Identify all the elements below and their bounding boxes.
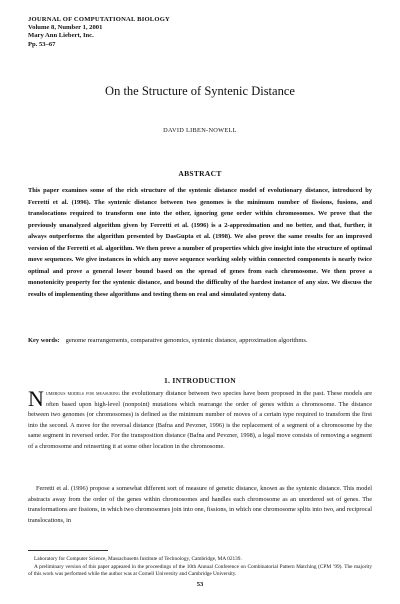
keywords bbox=[28, 336, 372, 347]
intro-paragraph-2: Ferretti et al. (1996) propose a somewhat different sort of measure of genetic distance, known as the syntenic distance. This model abstracts away from the order of the genes within chromosomes and handles each chromosome as an unordered set of genes. The transformations are fissions, in which two chromosomes join into one, fissions, in which one chromosome splits into two, and reciprocal translocations, in bbox=[28, 485, 373, 524]
keywords-label: Key words: bbox=[28, 337, 60, 344]
intro-paragraph-1 bbox=[28, 386, 372, 452]
abstract-text: This paper examines some of the rich structure of the syntenic distance model of evolutionary distance, introduced by Ferretti et al. (1996). The syntenic distance between two genomes is the minimum number of fissions, fusions, and translocations required to transform one into the other, ignoring gene order within chromosomes. We prove that the previously unanalyzed algorithm given by Ferretti et al. (1996) is a 2-approximation and no better, and that, further, it always outperforms the algorithm presented by DasGupta et al. (1998). We also prove the same results for an improved version of the Ferretti et al. algorithm. We then prove a number of properties which give insight into the structure of optimal move sequences. We give instances in which any move sequence working solely within connected components is nearly twice optimal and prove a general lower bound based on the spread of genes from each chromosome. We then prove a monotonicity property for the syntenic distance, and bound the difficulty of the hardest instance of any size. We discuss the results of implementing these algorithms and testing them on real and simulated synteny data. bbox=[28, 187, 372, 298]
intro-paragraph-1-text: the evolutionary distance between two species have been proposed in the past. These models are often based upon high-level (nonpoint) mutations which rearrange the order of genes within a chromosome. The distance between two genomes (or chromosomes) is defined as the minimum number of moves of a certain type required to transform the first into the second. A move for the reversal distance (Bafna and Pevzner, 1996) is the replacement of a segment of a chromosome by the same segment in reversed order. For the transposition distance (Bafna and Pevzner, 1998), a legal move consists of removing a segment of a chromosome and reinserting it at some other location in the chromosome. bbox=[28, 390, 372, 450]
intro-heading: 1. INTRODUCTION bbox=[163, 376, 236, 385]
footnote-divider bbox=[28, 550, 108, 551]
drop-cap: N bbox=[28, 386, 44, 411]
journal-pages: Pp. 53–67 bbox=[28, 40, 56, 48]
author-name: DAVID LIBEN-NOWELL bbox=[163, 127, 237, 134]
footnote-preliminary: A preliminary version of this paper appeared in the proceedings of the 10th Annual Conference on Combinatorial Pattern Matching (CPM ’99). The majority of this work was performed while the author was at Cornell University and Cambridge University. bbox=[28, 563, 372, 578]
journal-info bbox=[28, 16, 170, 49]
intro-lead-in: umerous models for measuring bbox=[45, 390, 120, 397]
footnote-affiliation: Laboratory for Computer Science, Massachusetts Institute of Technology, Cambridge, MA 02139. bbox=[34, 556, 242, 562]
abstract-heading: ABSTRACT bbox=[178, 169, 222, 178]
page-number: 53 bbox=[196, 581, 204, 588]
footnotes bbox=[28, 556, 372, 579]
keywords-text: genome rearrangements, comparative genomics, syntenic distance, approximation algorithms. bbox=[65, 337, 308, 344]
journal-volume: Volume 8, Number 1, 2001 bbox=[28, 24, 103, 32]
journal-publisher: Mary Ann Liebert, Inc. bbox=[28, 32, 94, 40]
paper-title: On the Structure of Syntenic Distance bbox=[105, 84, 295, 98]
journal-name: JOURNAL OF COMPUTATIONAL BIOLOGY bbox=[28, 16, 171, 23]
